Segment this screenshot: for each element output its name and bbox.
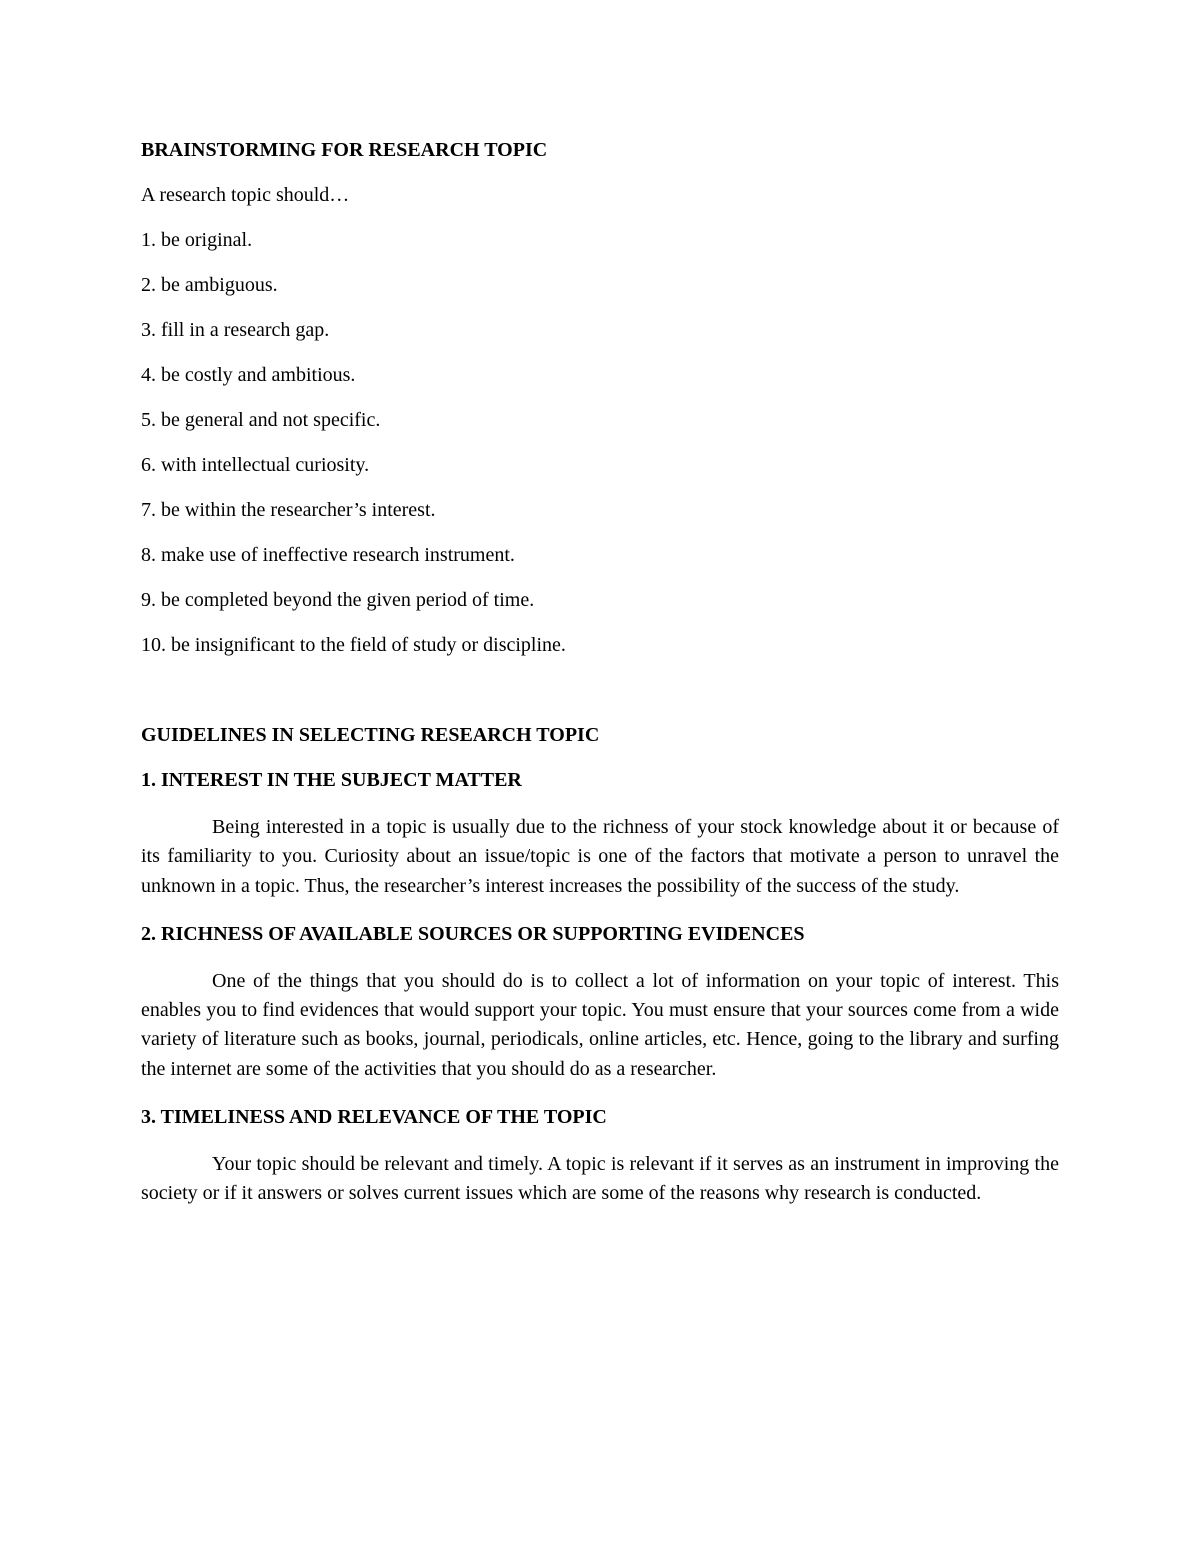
guideline-heading: 1. INTEREST IN THE SUBJECT MATTER bbox=[141, 769, 522, 791]
list-item: 6. with intellectual curiosity. bbox=[141, 454, 370, 476]
list-item: 4. be costly and ambitious. bbox=[141, 364, 356, 386]
guideline-paragraph: Being interested in a topic is usually due to the richness of your stock knowledge about it or because of its familiarity to you. Curiosity about an issue/topic is one of the factors that motivate a person to unravel the unknown in a topic. Thus, the researcher’s interest increases the possibility of the success of the study. bbox=[141, 816, 1059, 897]
list-item: 2. be ambiguous. bbox=[141, 274, 278, 296]
list-item: 1. be original. bbox=[141, 229, 253, 251]
list-item: 5. be general and not specific. bbox=[141, 409, 381, 431]
list-item: 7. be within the researcher’s interest. bbox=[141, 499, 436, 521]
list-item: 3. fill in a research gap. bbox=[141, 319, 330, 341]
list-item: 8. make use of ineffective research instrument. bbox=[141, 544, 515, 566]
document-page bbox=[141, 138, 1059, 1209]
guideline-paragraph: Your topic should be relevant and timely. A topic is relevant if it serves as an instrument in improving the society or if it answers or solves current issues which are some of the reasons why research is conducted. bbox=[141, 1153, 1059, 1205]
guideline-paragraph: One of the things that you should do is to collect a lot of information on your topic of interest. This enables you to find evidences that would support your topic. You must ensure that your sources come from a wide variety of literature such as books, journal, periodicals, online articles, etc. Hence, going to the library and surfing the internet are some of the activities that you should do as a researcher. bbox=[141, 969, 1059, 1080]
guideline-heading: 2. RICHNESS OF AVAILABLE SOURCES OR SUPPORTING EVIDENCES bbox=[141, 922, 805, 945]
section-title-guidelines: GUIDELINES IN SELECTING RESEARCH TOPIC bbox=[141, 724, 600, 746]
list-item: 10. be insignificant to the field of study or discipline. bbox=[141, 634, 566, 656]
guideline-heading: 3. TIMELINESS AND RELEVANCE OF THE TOPIC bbox=[141, 1106, 607, 1129]
section-title-brainstorming: BRAINSTORMING FOR RESEARCH TOPIC bbox=[141, 139, 548, 161]
list-item: 9. be completed beyond the given period of time. bbox=[141, 589, 535, 611]
intro-line: A research topic should… bbox=[141, 184, 350, 206]
